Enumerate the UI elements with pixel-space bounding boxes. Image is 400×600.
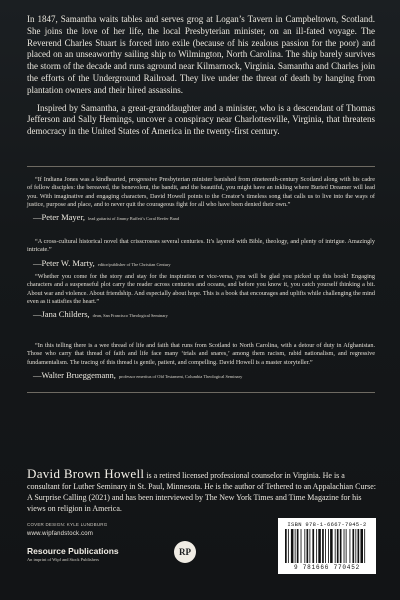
- publisher-imprint: An imprint of Wipf and Stock Publishers: [27, 557, 99, 562]
- endorsement: [27, 273, 375, 321]
- cover-design-credit: COVER DESIGN: KYLE LUNDBURG: [27, 522, 108, 527]
- synopsis-paragraph: In 1847, Samantha waits tables and serves grog at Logan’s Tavern in Campbeltown, Scotland. She joins the love of her life, the local Presbyterian minister, on an ill-fated voyage. The Reverend Charles Stuart is forced into exile (because of his zealous passion for the poor) and placed on an unseaworthy sailing ship to Wilmington, North Carolina. The ship barely survives the storm of the decade and runs aground near Kilmarnock, Virginia. Samantha and Charles join the efforts of the Underground Railroad. They live under the threat of death by hanging from plantation owners and their hired assassins.: [27, 14, 375, 95]
- endorsement-quote: “Whether you come for the story and stay for the inspiration or vice-versa, you will be glad you picked up this book! Engaging characters and a suspenseful plot carry the reader across centuries and oceans, and before you know it, you catch yourself thinking a bit. About war and violence. About friendship. And especially about hope. This is a book that encourages and uplifts while challenging the mind even as it satisfies the heart.”: [27, 273, 375, 305]
- author-bio-text: is a retired licensed professional counselor in Virginia. He is a consultant for Luther Seminary in St. Paul, Minnesota. He is the author of Tethered to an Appalachian Curse: A Surprise Calling (2021) and has been interviewed by The New York Times and Time Magazine for his views on religion in America.: [27, 471, 376, 513]
- publisher-website: www.wipfandstock.com: [27, 531, 94, 537]
- endorsement: [27, 238, 375, 270]
- endorsement-attribution: [33, 370, 375, 382]
- endorsement-quote: “A cross-cultural historical novel that crisscrosses several centuries. It’s layered with Bible, theology, and plenty of intrigue. Amazingly intricate.”: [27, 238, 375, 254]
- endorsement: [27, 176, 375, 224]
- endorser-name: —Walter Brueggemann,: [33, 369, 116, 380]
- isbn-label: ISBN 978-1-6667-7045-2: [287, 521, 367, 528]
- endorser-role: lead guitarist of Jimmy Buffett’s Coral Reefer Band: [88, 216, 180, 222]
- endorser-role: professor emeritus of Old Testament, Columbia Theological Seminary: [118, 373, 243, 379]
- author-name: David Brown Howell: [27, 466, 145, 481]
- endorsement-attribution: [33, 212, 375, 224]
- endorser-role: editor/publisher of The Christian Century: [97, 261, 171, 267]
- endorser-name: —Peter Mayer,: [33, 212, 86, 223]
- synopsis-paragraph: Inspired by Samantha, a great-granddaughter and a minister, who is a descendant of Thomas Jefferson and Sally Hemings, uncover a conspiracy near Charlottesville, Virginia, that threatens democracy in the United States of America in the twenty-first century.: [27, 102, 375, 137]
- isbn-barcode: [278, 518, 376, 574]
- section-divider: [27, 392, 375, 393]
- endorsement-attribution: [33, 258, 375, 270]
- publisher-logo: RP: [174, 541, 196, 563]
- publisher-name: Resource Publications: [27, 546, 119, 556]
- synopsis: [27, 14, 375, 138]
- endorsement-quote: “In this telling there is a wee thread of life and faith that runs from Scotland to North Carolina, with a detour of duty in Afghanistan. Those who carry that thread of faith and life face many ‘trials and snares,’ among them racism, rabid nationalism, and regressive fundamentalism. The tracing of this thread is gentle, patient, and compelling. David Howell is a master storyteller.”: [27, 342, 375, 366]
- endorsement: [27, 342, 375, 382]
- barcode-icon: [285, 529, 369, 563]
- endorser-role: dean, San Francisco Theological Seminary: [92, 313, 168, 319]
- endorsement-attribution: [33, 309, 375, 321]
- section-divider: [27, 166, 375, 167]
- barcode-digits: 9 781666 770452: [293, 564, 360, 571]
- author-bio: [27, 468, 377, 514]
- endorser-name: —Peter W. Marty,: [33, 257, 95, 268]
- endorsement-quote: “If Indiana Jones was a kindhearted, progressive Presbyterian minister banished from nineteenth-century Scotland along with his cadre of fellow disciples: the bereaved, the benevolent, the bandit, and the beautiful, you might have an inkling where Buried Dreamer will lead you. With imaginative and engaging characters, David Howell points to the Creator’s timeless song that calls us to live into the ways of justice, purpose and place, and to never quit the courageous fight for all who have been denied their own.”: [27, 176, 375, 208]
- endorser-name: —Jana Childers,: [33, 309, 90, 320]
